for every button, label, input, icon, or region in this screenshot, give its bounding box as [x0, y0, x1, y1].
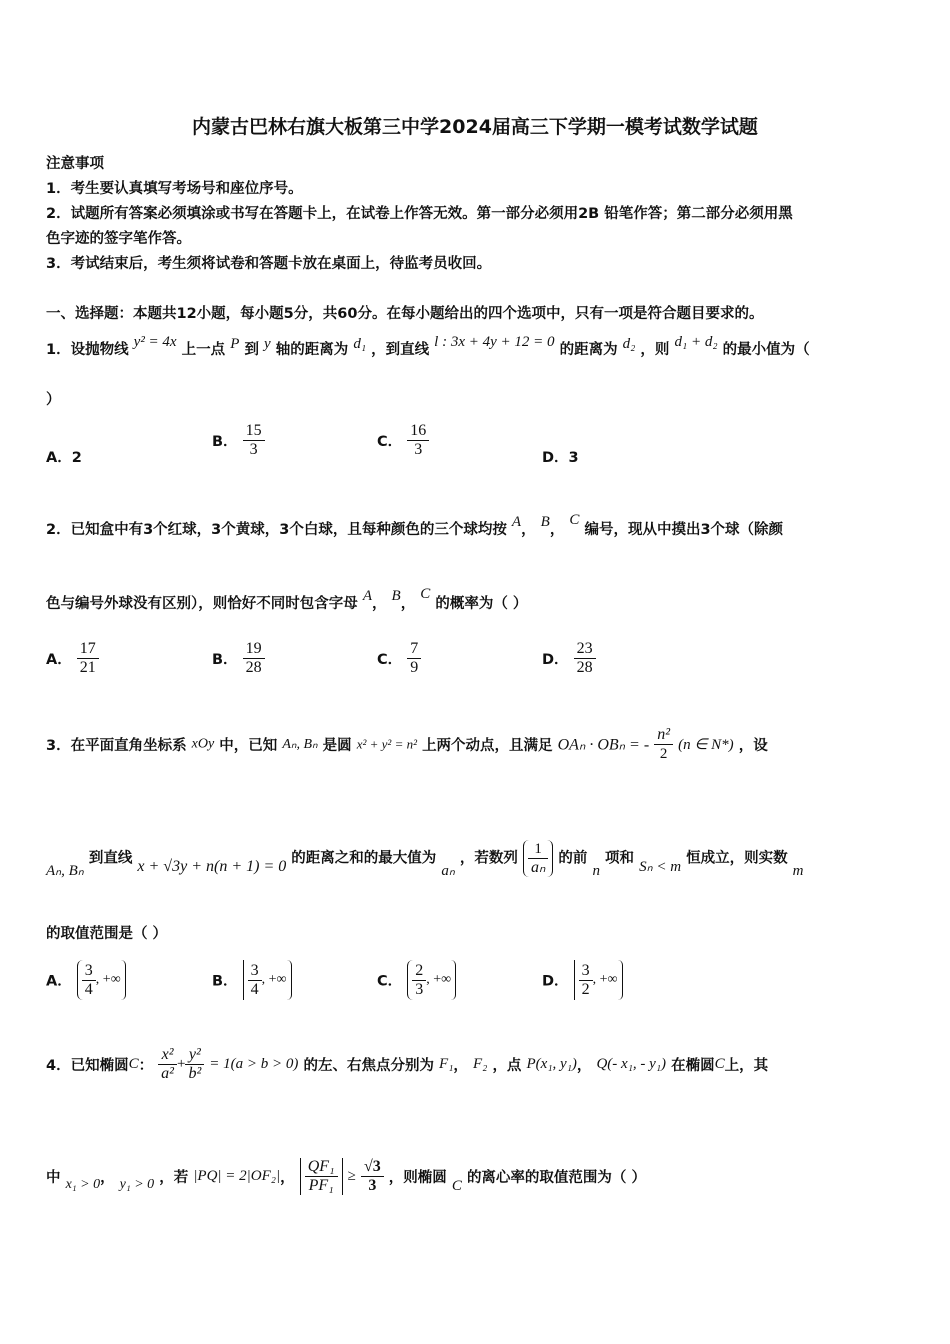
numerator: 15 — [243, 422, 265, 441]
q4-text: 中 — [46, 1170, 61, 1186]
fraction — [185, 1046, 204, 1083]
paren-right — [287, 960, 292, 1000]
q1-text: 到 — [244, 342, 259, 358]
fraction — [248, 962, 262, 999]
question-4-line1: 4．已知椭圆C： $\frac{\text{x²}}{\text{a²}}$ + $\frac{\text{y²}}{\text{b²}}$ = 1(a > b > 0) 的左、右焦点分别为 F₁， F₂ ，点 P(x₁, y₁)， Q(- x₁, - y₁) 在椭圆C上，其 — [46, 1046, 769, 1082]
option-label: B． — [212, 434, 238, 450]
q3-option-d[interactable] — [542, 960, 627, 1000]
notice-heading: 注意事项 — [46, 156, 104, 172]
q4-ge: ≥ — [347, 1168, 356, 1184]
question-1-line1 — [46, 334, 810, 359]
q1-close-paren: ） — [46, 392, 61, 408]
q3-text: ，若数列 — [459, 850, 518, 867]
q4-text: ，则椭圆 — [388, 1170, 447, 1186]
fraction — [243, 640, 265, 677]
q1-text: 轴的距离为 — [275, 342, 349, 358]
option-label: C． — [377, 973, 403, 990]
q2-option-c[interactable] — [377, 640, 421, 677]
q2-letter-c: C — [569, 512, 580, 528]
option-label: B． — [212, 652, 238, 668]
q4-text: ，若 — [159, 1170, 189, 1186]
option-label: D． — [542, 973, 569, 990]
q2-option-d[interactable] — [542, 640, 596, 677]
option-label: A． — [46, 652, 72, 668]
q3-dot-product: OAₙ · OBₙ = - — [557, 736, 650, 754]
q1-text: 上一点 — [181, 342, 226, 358]
denominator: 4 — [84, 980, 93, 998]
numerator: y² — [185, 1046, 204, 1065]
q2-comma: ， — [521, 522, 536, 538]
q4-f2: F₂ — [472, 1056, 488, 1072]
q1-text: ，到直线 — [371, 342, 430, 358]
q3-text: 上两个动点，且满足 — [422, 738, 553, 754]
q4-c: C — [128, 1056, 139, 1072]
option-value: 3 — [568, 450, 579, 466]
denominator: 3 — [415, 980, 424, 998]
q1-text: 的最小值为（ — [722, 342, 810, 358]
denominator: b² — [188, 1065, 202, 1082]
notice-item-1: 1．考生要认真填写考场号和座位序号。 — [46, 181, 303, 197]
interval — [574, 960, 627, 1000]
q2-letter-c: C — [420, 586, 431, 602]
option-label: C． — [377, 434, 403, 450]
infinity: , +∞ — [592, 972, 618, 987]
numerator: 1 — [528, 840, 548, 859]
infinity: , +∞ — [95, 972, 121, 987]
denominator: a² — [161, 1065, 174, 1082]
q4-pq-condition: |PQ| = 2|OF₂| — [193, 1168, 281, 1184]
q2-comma: ， — [400, 596, 416, 612]
interval — [77, 960, 130, 1000]
q3-option-b[interactable] — [212, 960, 296, 1000]
q4-x1-positive: x₁ > 0 — [65, 1176, 101, 1192]
notice-item-2b: 色字迹的签字笔作答。 — [46, 231, 191, 247]
infinity: , +∞ — [261, 972, 287, 987]
q4-c: C — [451, 1178, 462, 1194]
option-label: A． — [46, 973, 72, 990]
q3-text: 中，已知 — [219, 738, 278, 754]
q4-ratio-abs — [300, 1158, 343, 1195]
q3-text: ，设 — [738, 738, 768, 754]
fraction — [412, 962, 426, 999]
section-heading: 一、选择题：本题共12小题，每小题5分，共60分。在每小题给出的四个选项中，只有一项是符合题目要求的。 — [46, 306, 764, 322]
denominator: 21 — [79, 659, 96, 676]
q1-line-eq: l : 3x + 4y + 12 = 0 — [434, 334, 555, 350]
interval — [407, 960, 460, 1000]
q4-text: 的左、右焦点分别为 — [303, 1058, 434, 1074]
q3-an-bn: Aₙ, Bₙ — [282, 737, 318, 752]
q3-line-eq: x + √3y + n(n + 1) = 0 — [137, 857, 287, 875]
q1-d2: d₂ — [622, 336, 636, 352]
notice-item-3: 3．考试结束后，考生须将试卷和答题卡放在桌面上，待监考员收回。 — [46, 256, 492, 272]
numerator: 17 — [77, 640, 99, 659]
q2-comma: ， — [549, 522, 565, 538]
q3-text: 恒成立，则实数 — [686, 850, 788, 867]
fraction — [77, 640, 99, 677]
q3-condition: (n ∈ N*) — [678, 737, 734, 753]
q3-text: 的距离之和的最大值为 — [291, 850, 437, 867]
denominator: 28 — [576, 659, 593, 676]
question-3-line1 — [46, 726, 768, 763]
denominator: 28 — [245, 659, 262, 676]
fraction — [528, 840, 548, 877]
paren-right — [451, 960, 456, 1000]
q3-text: 到直线 — [88, 850, 133, 867]
fraction — [574, 640, 596, 677]
paren-right — [618, 960, 623, 1000]
fraction — [82, 962, 96, 999]
option-value: 2 — [71, 450, 82, 466]
question-4-line2: 中 x₁ > 0， y₁ > 0 ，若 |PQ| = 2|OF₂|， $\frac{\text{QF₁}}{\text{PF₁}}$ ≥ $\frac{√3}{3}$ ，则椭圆 C 的离心率的取值范围为（ ） — [46, 1158, 646, 1194]
q4-colon: ： — [138, 1058, 154, 1074]
fraction — [305, 1158, 338, 1195]
q4-ellipse-condition: = 1(a > b > 0) — [209, 1056, 299, 1072]
q4-point-q: Q(- x₁, - y₁) — [596, 1056, 667, 1072]
q4-c: C — [714, 1056, 725, 1072]
numerator: QF₁ — [305, 1158, 338, 1177]
q4-text: ，点 — [492, 1058, 522, 1074]
question-3-line2 — [46, 840, 804, 877]
q3-option-c[interactable] — [377, 960, 460, 1000]
q1-d1: d₁ — [353, 336, 367, 352]
q3-n: n — [592, 862, 600, 879]
q4-text: 在椭圆 — [671, 1058, 715, 1074]
q3-option-a[interactable] — [46, 960, 130, 1000]
question-3-line3: 的取值范围是（ ） — [46, 926, 168, 942]
q1-option-d[interactable] — [542, 446, 579, 467]
q4-text: 的离心率的取值范围为（ ） — [466, 1170, 646, 1186]
denominator: 2 — [659, 746, 668, 762]
numerator: 19 — [243, 640, 265, 659]
q2-letter-b: B — [540, 514, 550, 530]
q1-axis-y: y — [264, 336, 271, 352]
q2-letter-a: A — [511, 514, 522, 530]
option-label: B． — [212, 973, 238, 990]
q2-option-a[interactable] — [46, 640, 99, 677]
q3-text: 3．在平面直角坐标系 — [46, 738, 187, 754]
numerator: 3 — [82, 962, 96, 981]
q3-text: 是圆 — [322, 738, 352, 754]
q1-parabola-eq: y² = 4x — [133, 334, 177, 350]
q1-option-c[interactable] — [377, 422, 429, 459]
denominator: 3 — [368, 1177, 377, 1194]
q4-f1: F₁ — [439, 1056, 454, 1072]
q4-point-p: P(x₁, y₁) — [526, 1056, 577, 1072]
q2-text: 编号，现从中摸出3个球（除颜 — [584, 522, 784, 538]
fraction — [243, 422, 265, 459]
numerator: √3 — [361, 1158, 384, 1177]
denominator: 3 — [249, 441, 258, 458]
q3-m: m — [792, 862, 804, 879]
numerator: 2 — [412, 962, 426, 981]
q1-text: 1．设抛物线 — [46, 342, 129, 358]
denominator: 4 — [250, 980, 259, 998]
q1-option-a[interactable] — [46, 446, 82, 467]
denominator: 3 — [414, 441, 423, 458]
denominator: 2 — [581, 980, 590, 998]
fraction — [579, 962, 593, 999]
numerator: n² — [654, 726, 673, 745]
fraction — [407, 640, 421, 677]
numerator: 3 — [579, 962, 593, 981]
option-label: C． — [377, 652, 403, 668]
q1-option-b[interactable] — [212, 422, 265, 459]
q1-text: ，则 — [640, 342, 670, 358]
q3-text: 的前 — [558, 850, 588, 867]
denominator: PF₁ — [308, 1177, 334, 1194]
numerator: 3 — [248, 962, 262, 981]
denominator: 9 — [410, 659, 419, 676]
paren-right — [121, 960, 126, 1000]
q2-option-b[interactable] — [212, 640, 265, 677]
infinity: , +∞ — [426, 972, 452, 987]
q2-letter-b: B — [391, 588, 401, 604]
fraction — [361, 1158, 384, 1195]
q2-comma: ， — [371, 596, 387, 612]
q3-an-bn: Aₙ, Bₙ — [46, 862, 84, 879]
denominator: aₙ — [530, 859, 546, 876]
fraction — [158, 1046, 177, 1083]
interval — [243, 960, 296, 1000]
q3-text: 项和 — [605, 850, 635, 867]
q1-sum: d₁ + d₂ — [674, 334, 718, 350]
q3-circle-eq: x² + y² = n² — [356, 736, 417, 752]
q1-point-p: P — [230, 336, 240, 352]
fraction — [407, 422, 429, 459]
numerator: x² — [158, 1046, 177, 1065]
q2-text: 色与编号外球没有区别），则恰好不同时包含字母 — [46, 596, 358, 612]
question-2-line1 — [46, 512, 784, 539]
q2-letter-a: A — [362, 588, 372, 604]
q2-text: 2．已知盒中有3个红球，3个黄球，3个白球，且每种颜色的三个球均按 — [46, 522, 507, 538]
q4-text: 4．已知椭圆 — [46, 1058, 129, 1074]
numerator: 16 — [407, 422, 429, 441]
option-label: D． — [542, 652, 569, 668]
numerator: 7 — [407, 640, 421, 659]
page-title: 内蒙古巴林右旗大板第三中学2024届高三下学期一模考试数学试题 — [192, 116, 758, 138]
question-2-line2 — [46, 586, 528, 613]
q2-text: 的概率为（ ） — [435, 596, 528, 612]
q4-y1-positive: y₁ > 0 — [119, 1176, 155, 1192]
q3-an: aₙ — [441, 862, 455, 879]
q3-sn-lt-m: Sₙ < m — [639, 858, 682, 875]
q3-xoy: xOy — [191, 736, 215, 752]
q1-text: 的距离为 — [559, 342, 618, 358]
option-label: A． — [46, 450, 72, 466]
q4-text: 上，其 — [724, 1058, 769, 1074]
numerator: 23 — [574, 640, 596, 659]
notice-item-2a: 2．试题所有答案必须填涂或书写在答题卡上，在试卷上作答无效。第一部分必须用2B 铅笔作答；第二部分必须用黑 — [46, 206, 793, 222]
fraction — [654, 726, 673, 763]
q3-sequence-set — [523, 840, 553, 877]
option-label: D． — [542, 450, 569, 466]
